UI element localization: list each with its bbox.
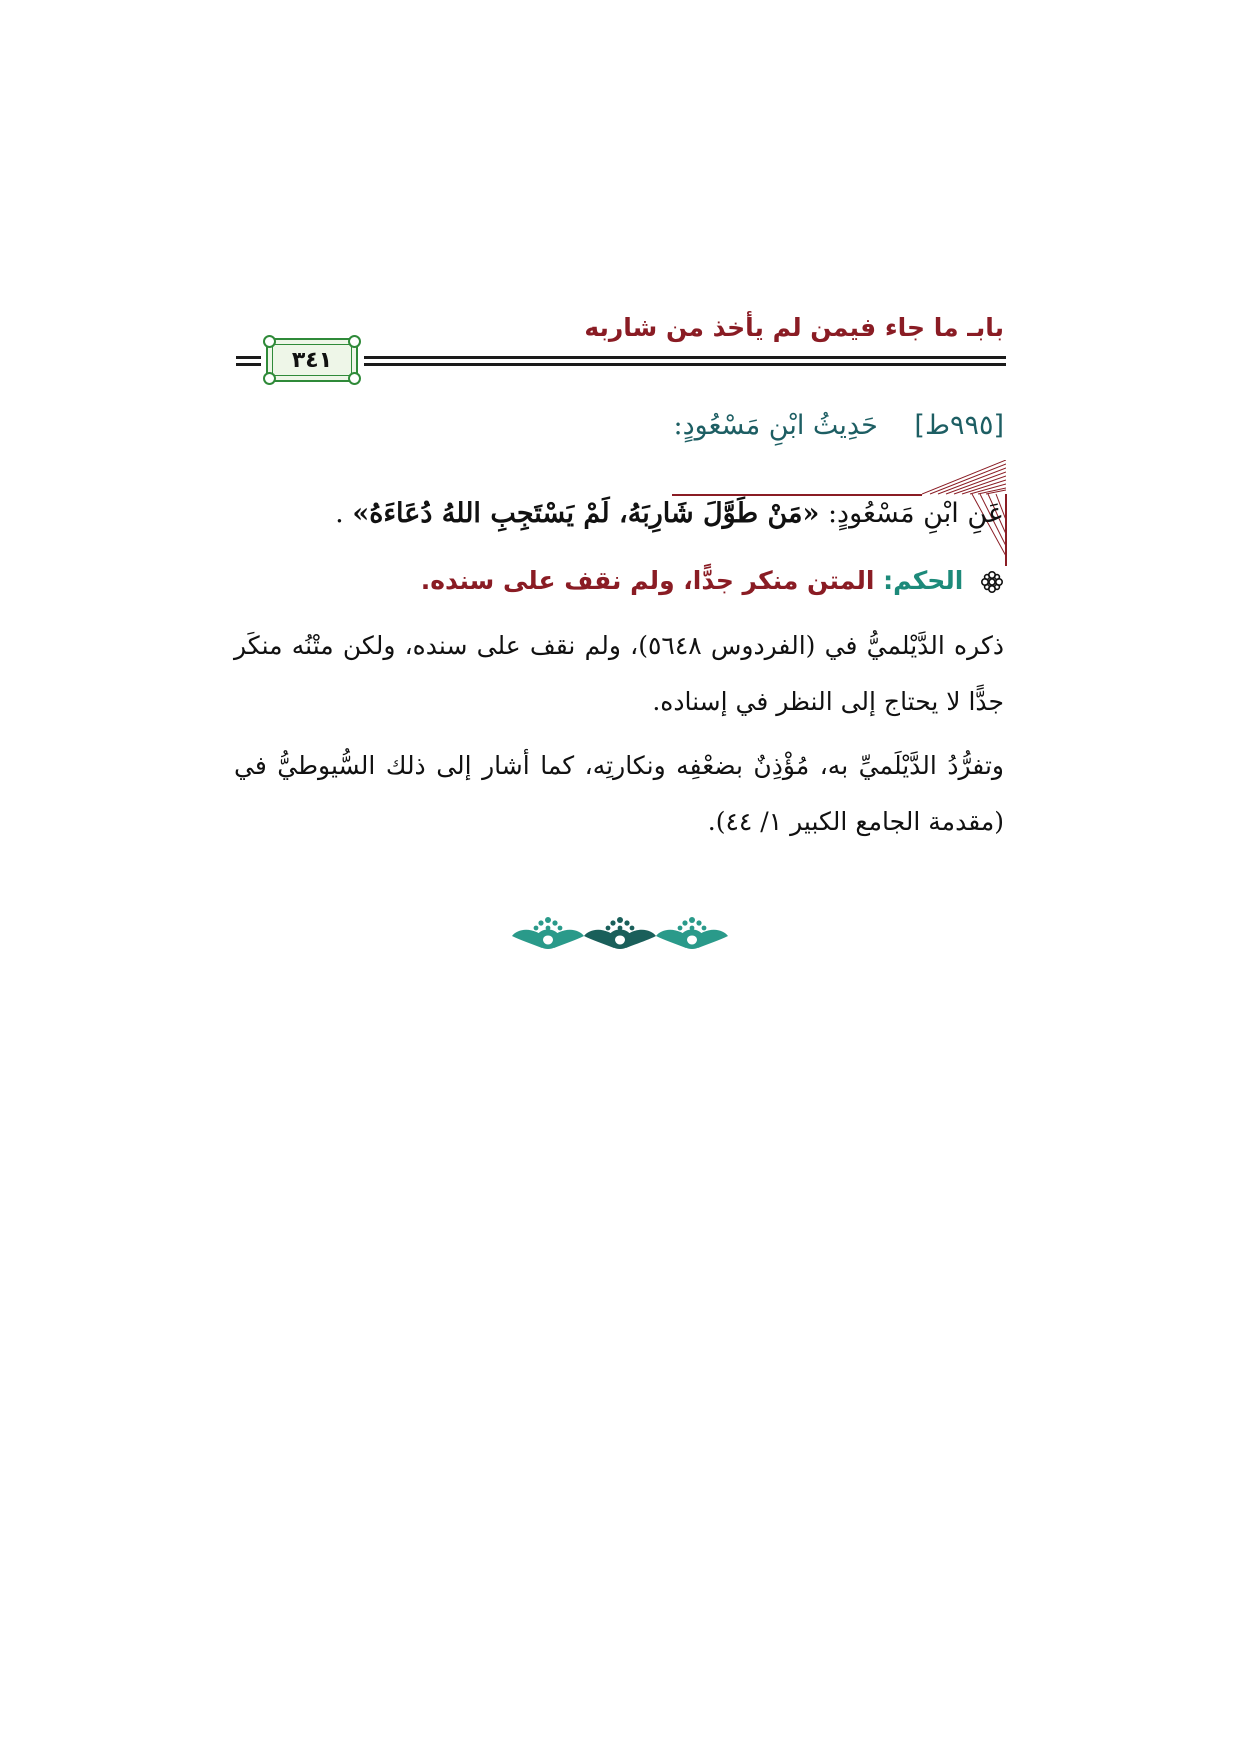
hadith-title: حَدِيثُ ابْنِ مَسْعُودٍ: bbox=[673, 410, 878, 441]
hadith-quote: «مَنْ طَوَّلَ شَارِبَهُ، لَمْ يَسْتَجِبِ اللهُ دُعَاءَهُ» bbox=[352, 498, 820, 529]
hadith-frame-line bbox=[672, 494, 922, 496]
hadith-ending: . bbox=[335, 498, 344, 529]
header-rule bbox=[364, 356, 1006, 359]
body-paragraph: وتفرُّدُ الدَّيْلَميِّ به، مُؤْذِنٌ بضعْفِه ونكارتِه، كما أشار إلى ذلك السُّيوطيُّ في (مقدمة الجامع الكبير ١/ ٤٤). bbox=[234, 751, 1004, 836]
body-paragraph: ذكره الدَّيْلميُّ في (الفردوس ٥٦٤٨)، ولم نقف على سنده، ولكن متْنُه منكَر جدًّا لا يحتاج إلى النظر في إسناده. bbox=[234, 631, 1004, 716]
header-rule bbox=[364, 363, 1006, 366]
chapter-title: بابـ ما جاء فيمن لم يأخذ من شاربه bbox=[584, 313, 1004, 342]
ruling-value: المتن منكر جدًّا، ولم نقف على سنده. bbox=[420, 566, 875, 595]
page-number: ٣٤١ bbox=[291, 347, 333, 373]
page-number-frame bbox=[266, 338, 358, 382]
floral-ornament-icon bbox=[510, 910, 730, 960]
ruling-line bbox=[421, 566, 1004, 595]
hadith-narrator: عَنِ ابْنِ مَسْعُودٍ: bbox=[827, 498, 1004, 529]
header-rule bbox=[236, 356, 261, 359]
flower-icon bbox=[980, 570, 1004, 594]
header-rule bbox=[236, 363, 261, 366]
hadith-frame-line bbox=[1005, 494, 1007, 566]
hadith-number: [٩٩٥ط] bbox=[914, 410, 1004, 441]
hadith-heading bbox=[674, 410, 1004, 441]
hadith-text bbox=[236, 498, 1004, 529]
ruling-label: الحكم: bbox=[883, 566, 964, 595]
